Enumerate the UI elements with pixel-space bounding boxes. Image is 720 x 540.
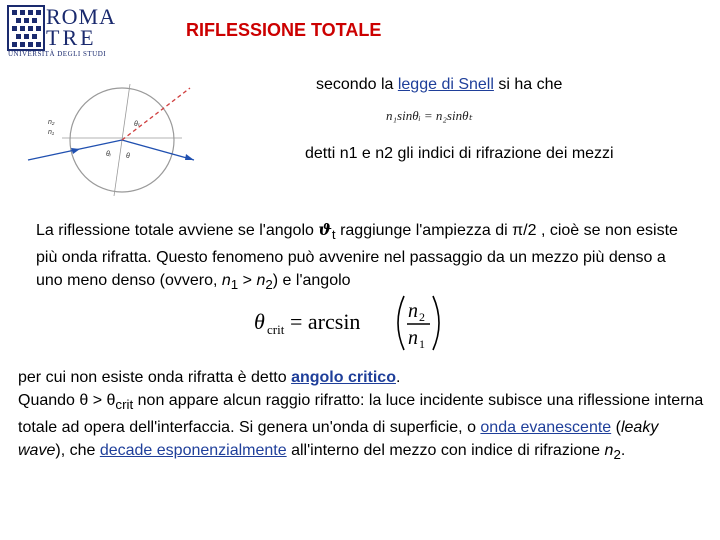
p1-text-a: La riflessione totale avviene se l'angolo	[36, 222, 319, 239]
p2-text-f: ), che	[55, 442, 100, 460]
p1-gt: >	[238, 272, 257, 290]
reflected-ray	[122, 140, 194, 160]
logo-word-roma: ROMA	[46, 4, 117, 29]
label-theta-t: θₜ	[134, 121, 140, 128]
leaky-wave-text: leaky wave	[18, 419, 659, 460]
snell-suffix: si ha che	[493, 76, 563, 93]
snell-prefix: secondo la	[316, 76, 398, 93]
slide-title: RIFLESSIONE TOTALE	[186, 20, 382, 40]
p2-crit-sub: crit	[115, 397, 134, 413]
p2-text-e: (	[611, 419, 621, 437]
p1-text-c: ) e l'angolo	[272, 272, 351, 290]
label-n1: n₁	[48, 129, 55, 136]
p1-n2: n	[256, 272, 266, 290]
p2-text-g: all'interno del mezzo con indice di rifrazione	[286, 442, 605, 460]
formula-lhs: θ	[254, 309, 265, 334]
critical-angle-link[interactable]: angolo critico	[291, 369, 396, 386]
critical-angle-paragraph	[18, 366, 708, 466]
p1-n1: n	[221, 272, 231, 290]
p1-text-b: raggiunge l'ampiezza di π/2 , cioè se non esiste più onda rifratta. Questo fenomeno può avvenire nel passaggio da un mezzo più denso a uno meno denso (ovvero,	[36, 222, 678, 290]
label-theta: θ	[126, 153, 130, 160]
formula-left-paren	[398, 296, 404, 350]
formula-right-paren	[433, 296, 439, 350]
refraction-diagram	[22, 80, 222, 198]
logo-subtitle: UNIVERSITÀ DEGLI STUDI	[8, 50, 107, 58]
reflected-arrow-head	[185, 154, 194, 160]
indices-sentence: detti n1 e n2 gli indici di rifrazione dei mezzi	[305, 145, 614, 162]
exponential-decay-link[interactable]: decade esponenzialmente	[99, 442, 287, 460]
label-n2: n₂	[48, 119, 55, 126]
formula-den-sub: 1	[419, 337, 425, 351]
p1-n2-sub: 2	[265, 277, 273, 293]
theta-t-symbol: ϑ	[318, 220, 332, 239]
p2-n2: n	[604, 442, 614, 460]
p2-n2-sub: 2	[613, 447, 621, 463]
formula-num: n	[408, 300, 418, 322]
formula-den: n	[408, 327, 418, 349]
formula-num-sub: 2	[419, 310, 425, 324]
label-theta-i: θᵢ	[106, 151, 111, 158]
refracted-ray	[122, 88, 190, 140]
total-reflection-paragraph	[36, 218, 696, 296]
formula-eq: = arcsin	[290, 309, 361, 334]
snell-formula: n₁sinθᵢ = n₂sinθₜ	[386, 108, 473, 123]
critical-angle-formula	[252, 292, 452, 354]
p2-text-a: per cui non esiste onda rifratta è detto	[18, 369, 292, 386]
formula-lhs-sub: crit	[267, 322, 285, 337]
evanescent-wave-link[interactable]: onda evanescente	[480, 419, 612, 437]
snell-sentence	[316, 76, 562, 94]
p2-text-c: Quando θ > θ	[18, 392, 116, 409]
theta-t-sub: t	[331, 227, 336, 243]
p2-text-b: .	[395, 369, 401, 386]
p2-text-d: non appare alcun raggio rifratto: la luce incidente subisce una riflessione interna totale ad opera dell'interfaccia. Si genera un'onda di superficie, o	[18, 392, 704, 437]
p1-n1-sub: 1	[230, 277, 239, 293]
p2-text-h: .	[620, 442, 626, 460]
incident-arrow-head	[71, 148, 80, 154]
logo-word-tre: TRE	[46, 25, 97, 50]
snell-law-link[interactable]: legge di Snell	[397, 76, 494, 93]
